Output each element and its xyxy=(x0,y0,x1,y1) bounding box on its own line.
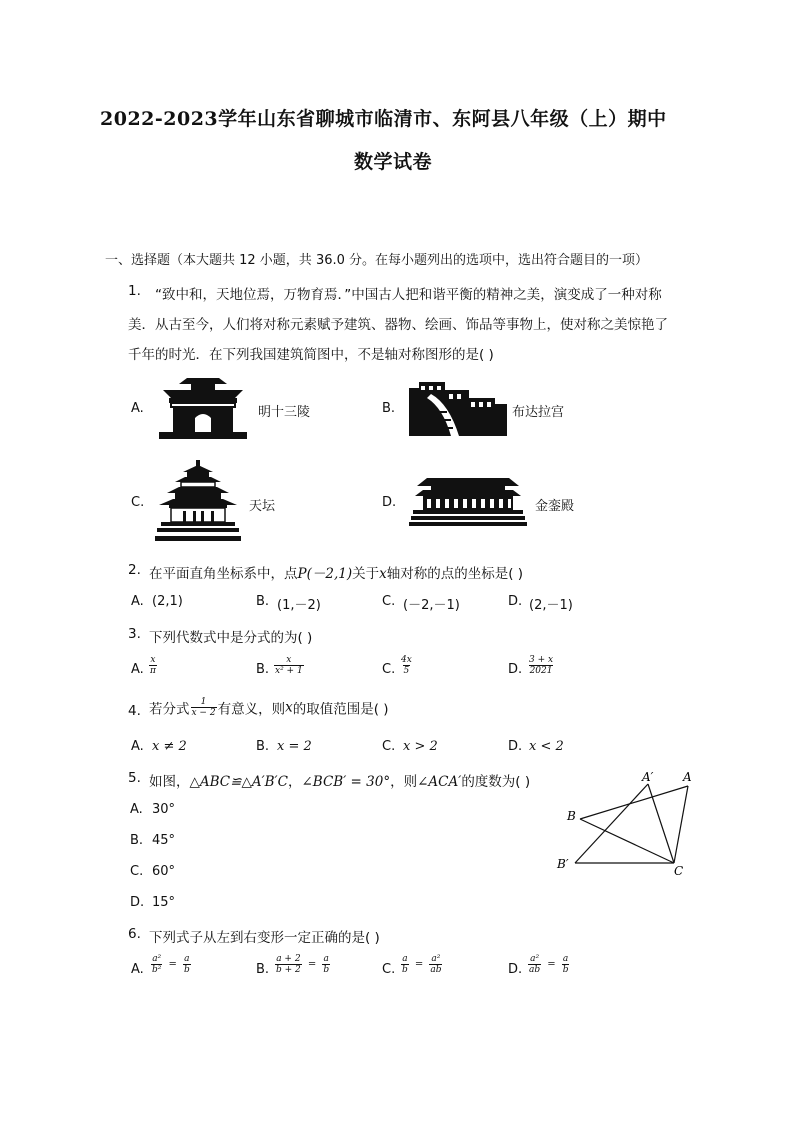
equals-sign: = xyxy=(547,959,556,970)
equals-sign: = xyxy=(307,959,317,970)
fraction[interactable] xyxy=(528,655,554,676)
option-text[interactable]: 30° xyxy=(152,802,176,817)
question-text xyxy=(149,562,523,582)
fraction xyxy=(401,954,409,975)
equals-sign: = xyxy=(168,959,177,970)
option-letter[interactable]: D. xyxy=(508,739,523,754)
fraction xyxy=(429,954,442,975)
option-text[interactable]: x = 2 xyxy=(277,739,312,754)
stem-text: 有意义，则 xyxy=(217,701,286,718)
question-text xyxy=(149,697,389,718)
option-letter[interactable]: B. xyxy=(256,962,270,977)
option-letter[interactable]: D. xyxy=(508,962,523,977)
question-number: 6. xyxy=(128,926,141,942)
numerator: a xyxy=(402,954,408,964)
stem-text: ， xyxy=(287,774,302,790)
stem-text: 在平面直角坐标系中，点 xyxy=(149,566,298,582)
denominator: ab xyxy=(529,965,541,975)
option-text[interactable]: x ≠ 2 xyxy=(152,739,187,754)
page-subtitle: 数学试卷 xyxy=(354,151,433,173)
fraction xyxy=(183,954,191,975)
question-number: 5. xyxy=(128,770,141,786)
numerator: x xyxy=(150,655,156,665)
option-letter[interactable]: A. xyxy=(131,401,144,416)
denominator: 5 xyxy=(403,666,410,676)
section-heading: 一、选择题（本大题共 12 小题，共 36.0 分。在每小题列出的选项中，选出符合题目的一项） xyxy=(105,253,649,268)
option-letter[interactable]: A. xyxy=(131,962,144,977)
fraction xyxy=(562,954,570,975)
stem-text: ，则 xyxy=(390,774,418,790)
page-title: 2022-2023学年山东省聊城市临清市、东阿县八年级（上）期中 xyxy=(100,108,667,130)
question-text: “致中和，天地位焉，万物育焉．”中国古人把和谐平衡的精神之美，演变成了一种对称 xyxy=(155,287,662,303)
fraction[interactable] xyxy=(274,655,304,676)
math-expression: △ABC≌△A′B′C xyxy=(189,774,288,790)
denominator: π xyxy=(150,666,156,676)
option-letter[interactable]: D. xyxy=(508,662,523,677)
option-text[interactable]: 60° xyxy=(152,864,176,879)
stem-text: 的度数为( ) xyxy=(461,774,531,790)
denominator: b xyxy=(562,965,569,975)
option-letter[interactable]: A. xyxy=(131,594,144,609)
denominator: b xyxy=(183,965,190,975)
equation[interactable] xyxy=(400,954,443,975)
option-letter[interactable]: B. xyxy=(256,594,270,609)
segment-b-c xyxy=(580,819,674,863)
equation[interactable] xyxy=(274,954,331,975)
option-text[interactable]: (2,1) xyxy=(152,594,183,609)
question-number: 2. xyxy=(128,562,141,578)
numerator: a xyxy=(562,954,569,964)
option-text[interactable]: (2,－1) xyxy=(529,598,573,613)
segment-a-b xyxy=(580,786,688,819)
option-letter[interactable]: A. xyxy=(130,802,143,817)
fraction xyxy=(322,954,330,975)
equals-sign: = xyxy=(414,959,424,970)
temple-of-heaven-icon xyxy=(153,460,243,542)
stem-text: 的取值范围是( ) xyxy=(292,701,389,718)
question-number: 4. xyxy=(128,703,141,719)
fraction xyxy=(528,954,541,975)
option-letter[interactable]: B. xyxy=(256,739,270,754)
numerator: a xyxy=(323,954,329,964)
option-letter[interactable]: D. xyxy=(382,495,397,510)
fraction[interactable] xyxy=(149,655,157,676)
option-letter[interactable]: D. xyxy=(130,895,145,910)
math-variable: x xyxy=(285,699,293,716)
numerator: a² xyxy=(431,954,441,964)
hall-of-supreme-harmony-icon xyxy=(409,474,527,526)
math-expression: P(－2,1) xyxy=(297,566,353,582)
numerator: x xyxy=(286,655,292,665)
denominator: ab xyxy=(430,965,442,975)
option-letter[interactable]: C. xyxy=(382,662,396,677)
ming-tombs-icon xyxy=(157,374,249,440)
option-label: 天坛 xyxy=(249,499,276,514)
fraction xyxy=(191,697,217,718)
denominator: x² + 1 xyxy=(275,666,303,676)
option-letter[interactable]: C. xyxy=(130,864,144,879)
question-number: 1. xyxy=(128,283,141,299)
option-label: 布达拉宫 xyxy=(512,405,565,420)
equation[interactable] xyxy=(150,954,192,975)
segment-a-c xyxy=(674,786,688,863)
denominator: b² xyxy=(152,965,162,975)
option-text[interactable]: x > 2 xyxy=(403,739,438,754)
fraction[interactable] xyxy=(400,655,413,676)
stem-text: 关于 xyxy=(352,566,380,582)
question-number: 3. xyxy=(128,626,141,642)
fraction xyxy=(275,954,302,975)
denominator: b + 2 xyxy=(276,965,301,975)
option-letter[interactable]: A. xyxy=(131,662,144,677)
vertex-label-a-prime: A′ xyxy=(642,770,654,784)
stem-text: 如图， xyxy=(149,774,190,790)
option-letter[interactable]: B. xyxy=(130,833,144,848)
vertex-label-b-prime: B′ xyxy=(557,857,569,871)
question-text: 千年的时光．在下列我国建筑简图中，不是轴对称图形的是( ) xyxy=(128,347,494,363)
numerator: a xyxy=(184,954,190,964)
math-variable: x xyxy=(379,566,387,582)
numerator: 3 + x xyxy=(529,655,554,665)
option-text[interactable]: 45° xyxy=(152,833,176,848)
option-letter[interactable]: C. xyxy=(382,594,396,609)
numerator: a + 2 xyxy=(276,954,301,964)
option-letter[interactable]: C. xyxy=(131,495,145,510)
segment-a1-b1 xyxy=(575,784,648,863)
option-text[interactable]: 15° xyxy=(152,895,176,910)
question-text xyxy=(149,770,530,790)
option-letter[interactable]: C. xyxy=(382,739,396,754)
equation[interactable] xyxy=(527,954,570,975)
triangle-figure xyxy=(550,764,710,884)
potala-palace-icon xyxy=(407,378,509,436)
question-text: 下列代数式中是分式的为( ) xyxy=(149,630,313,646)
option-letter[interactable]: A. xyxy=(131,739,144,754)
stem-text: 轴对称的点的坐标是( ) xyxy=(386,566,524,582)
math-expression: ∠BCB′ = 30° xyxy=(301,774,391,790)
option-letter[interactable]: C. xyxy=(382,962,396,977)
question-text: 下列式子从左到右变形一定正确的是( ) xyxy=(149,930,380,946)
vertex-label-c: C xyxy=(674,864,684,878)
option-letter[interactable]: B. xyxy=(256,662,270,677)
numerator: a² xyxy=(530,954,540,964)
option-text[interactable]: (－2,－1) xyxy=(403,598,460,613)
option-text[interactable]: (1,－2) xyxy=(277,598,321,613)
numerator: 4x xyxy=(401,655,412,665)
numerator: a² xyxy=(152,954,162,964)
numerator: 1 xyxy=(200,697,207,707)
option-letter[interactable]: D. xyxy=(508,594,523,609)
denominator: x − 2 xyxy=(191,708,216,718)
denominator: 2021 xyxy=(529,666,553,676)
option-text[interactable]: x < 2 xyxy=(529,739,564,754)
denominator: b xyxy=(402,965,408,975)
segment-a1-c xyxy=(648,784,674,863)
option-letter[interactable]: B. xyxy=(382,401,396,416)
vertex-label-a: A xyxy=(683,770,692,784)
stem-text: 若分式 xyxy=(149,701,190,718)
option-label: 金銮殿 xyxy=(535,499,575,514)
question-text: 美．从古至今，人们将对称元素赋予建筑、器物、绘画、饰品等事物上，使对称之美惊艳了 xyxy=(128,317,668,333)
fraction xyxy=(151,954,162,975)
denominator: b xyxy=(323,965,330,975)
vertex-label-b: B xyxy=(567,809,576,823)
option-label: 明十三陵 xyxy=(258,405,311,420)
math-expression: ∠ACA′ xyxy=(417,774,462,790)
